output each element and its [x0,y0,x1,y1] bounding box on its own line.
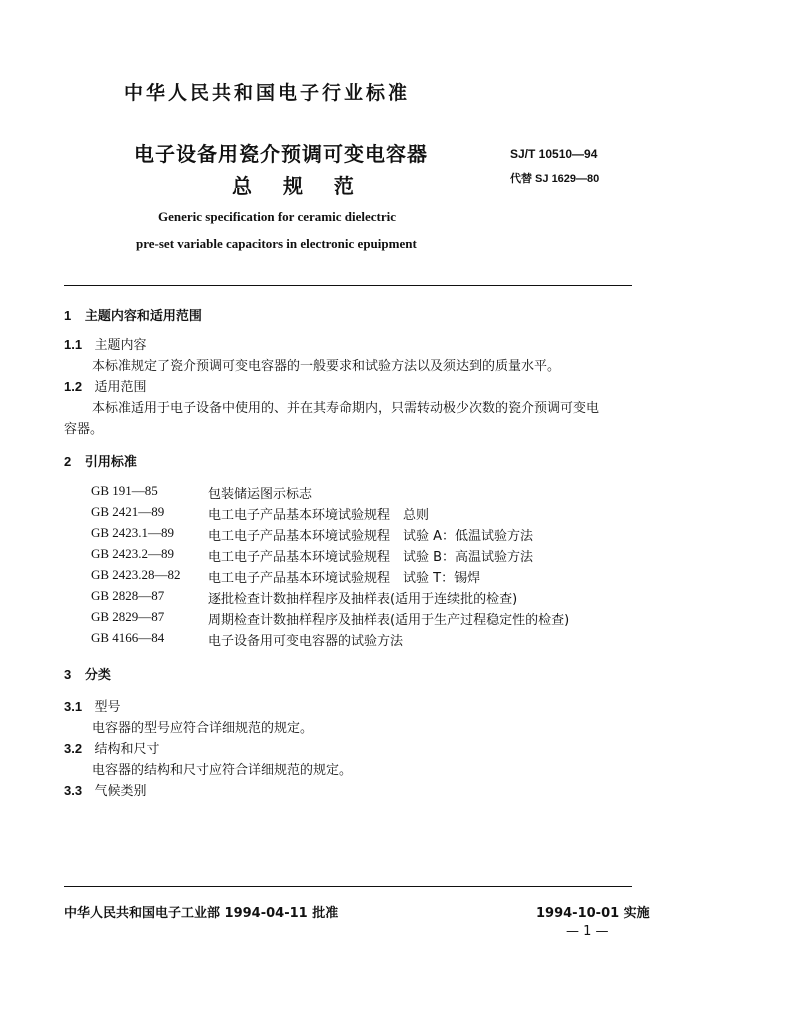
document-subtitle: 总 规 范 [232,174,366,198]
reference-code: GB 2423.28—82 [91,567,181,582]
section-1-heading: 1 主题内容和适用范围 [64,308,202,324]
section-3-2-text: 电容器的结构和尺寸应符合详细规范的规定。 [92,763,353,778]
section-1-2-heading: 1.2 适用范围 [64,379,147,395]
bottom-divider [64,886,632,887]
section-3-1-text: 电容器的型号应符合详细规范的规定。 [92,721,314,736]
approval-statement: 中华人民共和国电子工业部 1994-04-11 批准 [64,906,339,921]
reference-name: 逐批检查计数抽样程序及抽样表(适用于连续批的检查) [208,592,518,607]
reference-name: 电工电子产品基本环境试验规程 试验 B：高温试验方法 [208,550,534,565]
section-1-2-text-line1: 本标准适用于电子设备中使用的、并在其寿命期内，只需转动极少次数的瓷介预调可变电 [92,401,600,416]
reference-code: GB 191—85 [91,483,158,498]
section-1-2-text-line2: 容器。 [64,422,104,437]
reference-code: GB 2423.1—89 [91,525,175,540]
reference-code: GB 2423.2—89 [91,546,175,561]
section-2-heading: 2 引用标准 [64,454,137,470]
reference-code: GB 2421—89 [91,504,165,519]
standard-replaces: 代替 SJ 1629—80 [510,173,600,185]
section-3-2-heading: 3.2 结构和尺寸 [64,741,160,757]
english-title-line2: pre-set variable capacitors in electronic epuipment [136,236,417,251]
reference-name: 包装储运图示标志 [208,487,313,502]
reference-name: 电工电子产品基本环境试验规程 试验 A：低温试验方法 [208,529,534,544]
implementation-date: 1994-10-01 实施 [536,906,650,921]
page-number: — 1 — [566,924,609,939]
document-title: 电子设备用瓷介预调可变电容器 [134,142,428,166]
reference-name: 电工电子产品基本环境试验规程 总则 [208,508,430,523]
section-3-3-heading: 3.3 气候类别 [64,783,147,799]
reference-code: GB 2829—87 [91,609,165,624]
reference-name: 电子设备用可变电容器的试验方法 [208,634,404,649]
reference-name: 周期检查计数抽样程序及抽样表(适用于生产过程稳定性的检查) [208,613,570,628]
standard-code: SJ/T 10510—94 [510,147,598,161]
reference-code: GB 2828—87 [91,588,165,603]
section-3-1-heading: 3.1 型号 [64,699,121,715]
english-title-line1: Generic specification for ceramic dielectric [158,209,396,224]
section-3-heading: 3 分类 [64,667,111,683]
section-1-1-heading: 1.1 主题内容 [64,337,147,353]
section-1-1-text: 本标准规定了瓷介预调可变电容器的一般要求和试验方法以及须达到的质量水平。 [92,359,561,374]
organization-title: 中华人民共和国电子行业标准 [124,82,411,104]
top-divider [64,285,632,286]
reference-code: GB 4166—84 [91,630,165,645]
reference-name: 电工电子产品基本环境试验规程 试验 T：锡焊 [208,571,481,586]
